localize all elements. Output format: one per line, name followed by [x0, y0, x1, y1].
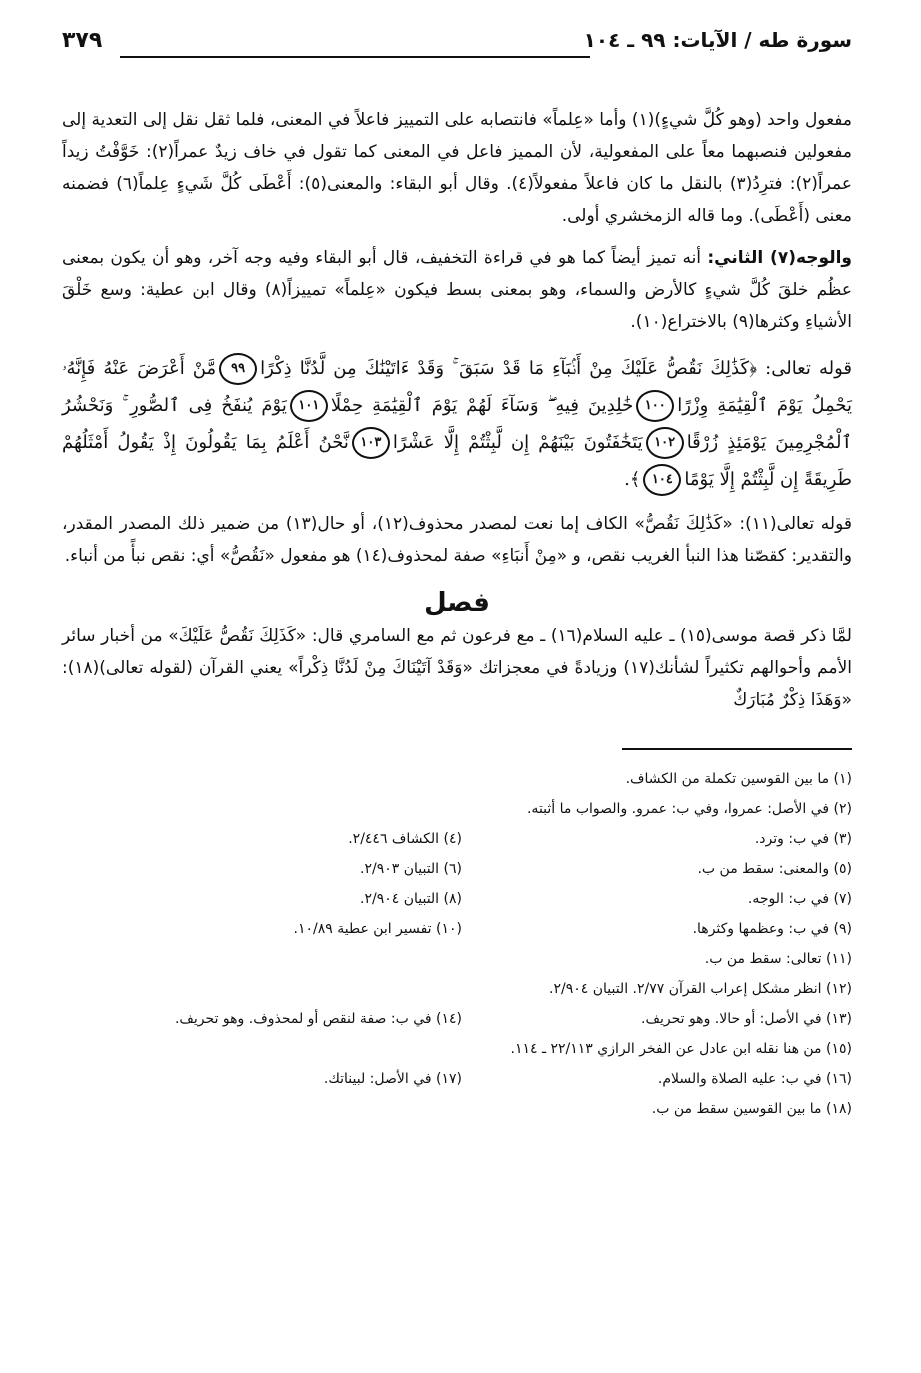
footnote-8: (٨) التبيان ٢/٩٠٤. — [360, 891, 462, 907]
section-title: فصل — [424, 588, 490, 618]
ayah-marker-101: ١٠١ — [290, 390, 328, 422]
paragraph-2 — [62, 242, 852, 338]
footnotes — [62, 764, 852, 1124]
verse-103: يَتَخَٰفَتُونَ بَيْنَهُمْ إِن لَّبِثْتُمْ إِلَّا عَشْرًا — [392, 432, 643, 453]
footnote-4: (٤) الكشاف ٢/٤٤٦. — [348, 831, 462, 847]
footnote-row — [62, 884, 852, 914]
quran-verses — [62, 350, 852, 498]
footnote-14: (١٤) في ب: صفة لنقص أو لمحذوف. وهو تحريف. — [174, 1011, 462, 1027]
main-text — [62, 104, 852, 716]
footnote-17: (١٧) في الأصل: لبيناتك. — [323, 1071, 462, 1087]
footnote-1: (١) ما بين القوسين تكملة من الكشاف. — [625, 771, 852, 787]
footnote-5: (٥) والمعنى: سقط من ب. — [697, 861, 852, 877]
footnote-16: (١٦) في ب: عليه الصلاة والسلام. — [657, 1071, 852, 1087]
footnote-row — [62, 1064, 852, 1094]
ayah-marker-99: ٩٩ — [219, 353, 257, 385]
paragraph-3: قوله تعالى(١١): «كَذَٰلِكَ نَقُصُّ» الكاف إما نعت لمصدر محذوف(١٢)، أو حال(١٣) من ضمير ذلك المصدر المقدر، والتقدير: كقصّنا هذا النبأ الغريب نقص، و «مِنْ أَنبَاءِ» صفة لمحذوف(١٤) هو مفعول «نَقُصُّ» أي: نقص نبأً من أنباء. — [62, 514, 853, 566]
footnote-2: (٢) في الأصل: عمروا، وفي ب: عمرو. والصواب ما أثبته. — [526, 801, 852, 817]
verse-99: كَذَٰلِكَ نَقُصُّ عَلَيْكَ مِنْ أَنۢبَآءِ مَا قَدْ سَبَقَ ۚ وَقَدْ ءَاتَيْنَٰكَ مِن لَّدُنَّا ذِكْرًا — [260, 358, 750, 379]
verse-104: نَّحْنُ أَعْلَمُ بِمَا يَقُولُونَ إِذْ يَقُولُ أَمْثَلُهُمْ طَرِيقَةً إِن لَّبِثْتُمْ إِلَّا يَوْمًا — [62, 432, 852, 490]
paragraph-2-lead: والوجه(٧) الثاني: — [707, 248, 852, 268]
footnote-6: (٦) التبيان ٢/٩٠٣. — [360, 861, 462, 877]
footnote-12: (١٢) انظر مشكل إعراب القرآن ٢/٧٧. التبيان ٢/٩٠٤. — [549, 981, 852, 997]
verse-102: يَوْمَ يُنفَخُ فِى ٱلصُّورِ ۚ وَنَحْشُرُ ٱلْمُجْرِمِينَ يَوْمَئِذٍ زُرْقًا — [62, 395, 852, 453]
footnote-row — [62, 854, 852, 884]
header-title: سورة طه / الآيات: ٩٩ ـ ١٠٤ — [583, 28, 852, 52]
verse-100: مَّنْ أَعْرَضَ عَنْهُ فَإِنَّهُۥ يَحْمِلُ يَوْمَ ٱلْقِيَٰمَةِ وِزْرًا — [62, 358, 852, 416]
paragraph-1: مفعول واحد (وهو كُلَّ شيءٍ)(١) وأما «عِلماً» فانتصابه على التمييز فاعلاً في المعنى، فلما ثقل نقل إلى التعدية إلى مفعولين فنصبهما معاً على المفعولية، لأن المميز فاعل في المعنى كما تقول في خاف زيدٌ عمراً(٢): خَوَّفْتُ زيداً عمراً(٢): فترِدُ(٣) بالنقل ما كان فاعلاً مفعولاً(٤). وقال أبو البقاء: والمعنى(٥): أَعْطَى كُلَّ شَيءٍ عِلماً(٦) فضمنه معنى (أَعْطَى). وما قاله الزمخشري أولى. — [62, 110, 853, 226]
footnote-13: (١٣) في الأصل: أو حالا. وهو تحريف. — [641, 1011, 852, 1027]
paragraph-2-text: أنه تميز أيضاً كما هو في قراءة التخفيف، قال أبو البقاء وفيه وجه آخر، وهو أن يكون بمعنى عظُم خلقَ كُلَّ شيءٍ كالأرض والسماء، وهو بمعنى بسط فيكون «عِلماً» تمييزاً(٨) وقال ابن عطية: وسع خَلْقَ الأشياءِ وكثرها(٩) بالاختراع(١٠). — [62, 248, 852, 332]
paragraph-4: لمَّا ذكر قصة موسى(١٥) ـ عليه السلام(١٦) ـ مع فرعون ثم مع السامري قال: «كَذَلِكَ نَقُصُّ عَلَيْكَ» من أخبار سائر الأمم وأحوالهم تكثيراً لشأنك(١٧) وزيادةً في معجزاتك «وَقَدْ آتَيْنَاكَ مِنْ لَدُنَّا ذِكْراً» يعني القرآن (لقوله تعالى)(١٨): «وَهَذَا ذِكْرٌ مُبَارَكٌ — [62, 626, 852, 710]
header-rule — [120, 56, 590, 58]
footnote-3: (٣) في ب: وترد. — [754, 831, 852, 847]
book-page — [62, 28, 852, 1348]
ayah-marker-100: ١٠٠ — [636, 390, 674, 422]
footnote-row — [62, 1004, 852, 1034]
ayah-marker-102: ١٠٢ — [646, 427, 684, 459]
quran-intro: قوله تعالى: ﴿ — [749, 358, 853, 379]
footnote-7: (٧) في ب: الوجه. — [747, 891, 852, 907]
ayah-marker-104: ١٠٤ — [643, 464, 681, 496]
running-header — [62, 28, 852, 64]
footnote-separator — [622, 748, 852, 750]
footnote-15: (١٥) من هنا نقله ابن عادل عن الفخر الرازي ٢٢/١١٣ ـ ١١٤. — [510, 1041, 852, 1057]
footnote-row — [62, 824, 852, 854]
footnote-18: (١٨) ما بين القوسين سقط من ب. — [651, 1101, 852, 1117]
footnote-row — [62, 914, 852, 944]
quran-close: ﴾. — [624, 469, 641, 490]
footnote-11: (١١) تعالى: سقط من ب. — [704, 951, 852, 967]
page-number: ٣٧٩ — [62, 28, 103, 53]
footnote-10: (١٠) تفسير ابن عطية ١٠/٨٩. — [293, 921, 462, 937]
footnote-9: (٩) في ب: وعظمها وكثرها. — [692, 921, 852, 937]
verse-101: خَٰلِدِينَ فِيهِ ۖ وَسَآءَ لَهُمْ يَوْمَ ٱلْقِيَٰمَةِ حِمْلًا — [330, 395, 634, 416]
ayah-marker-103: ١٠٣ — [352, 427, 390, 459]
